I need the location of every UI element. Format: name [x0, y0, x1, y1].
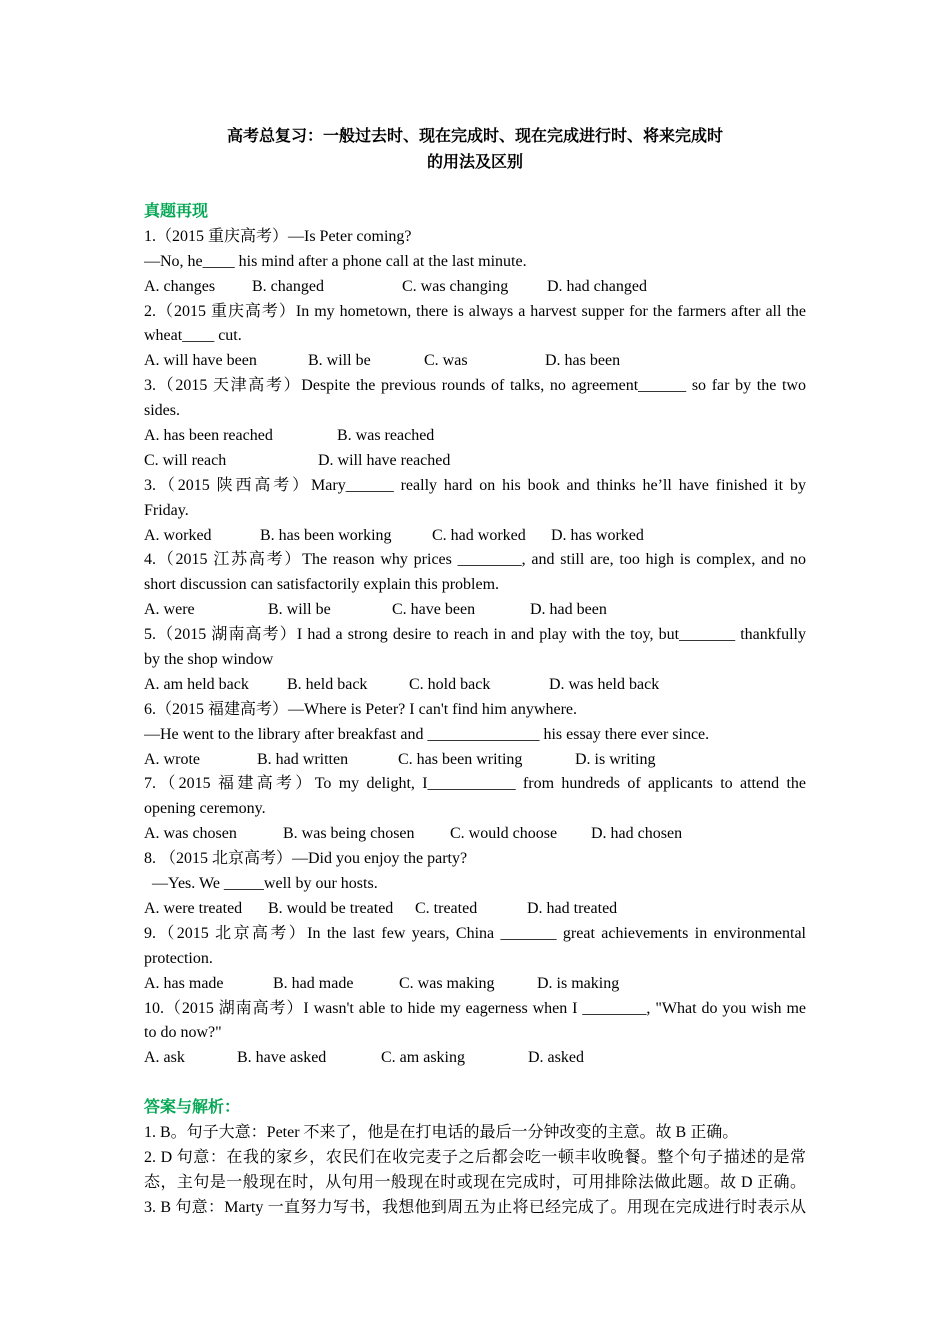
question-3b-stem: 3.（2015 陕西高考）Mary______ really hard on his book and thinks he’ll have finished it by	[144, 476, 806, 494]
question-4-stem: 4.（2015 江苏高考）The reason why prices ________, and still are, too high is complex, and no	[144, 551, 806, 569]
section-heading-questions: 真题再现	[144, 203, 209, 220]
question-3-options-row1	[144, 424, 806, 449]
answer-line: 态，主句是一般现在时，从句用一般现在时或现在完成时，可用排除法做此题。故 D 正确。	[144, 1173, 806, 1191]
option-b: B. changed	[252, 277, 324, 295]
question-6-options	[144, 748, 806, 773]
question-2-options	[144, 349, 806, 374]
option-b: B. had written	[257, 750, 349, 768]
question-7-stem: 7.（2015 福建高考）To my delight, I___________ from hundreds of applicants to attend the	[144, 775, 806, 793]
option-a: A. has been reached	[144, 427, 273, 445]
option-a: A. were treated	[144, 899, 243, 917]
option-a: A. wrote	[144, 750, 200, 768]
question-3-options-row2	[144, 449, 806, 474]
question-2-stem-cont: wheat____ cut.	[144, 327, 242, 345]
question-8-stem: 8. （2015 北京高考）—Did you enjoy the party?	[144, 850, 468, 868]
question-7-options	[144, 822, 806, 847]
question-7-stem-cont: opening ceremony.	[144, 800, 266, 818]
option-d: D. has been	[545, 352, 621, 370]
question-2-stem: 2.（2015 重庆高考）In my hometown, there is always a harvest supper for the farmers after all the	[144, 302, 806, 320]
option-b: B. have asked	[237, 1049, 327, 1067]
option-d: D. will have reached	[318, 451, 451, 469]
option-a: A. was chosen	[144, 825, 237, 843]
question-6-dialogue: —He went to the library after breakfast and ______________ his essay there ever since.	[144, 725, 710, 743]
question-10-options	[144, 1046, 806, 1071]
question-4-options	[144, 598, 806, 623]
option-d: D. had been	[530, 601, 607, 619]
option-d: D. had treated	[527, 899, 618, 917]
option-b: B. will be	[308, 352, 371, 370]
question-1-stem: 1.（2015 重庆高考）—Is Peter coming?	[144, 227, 412, 245]
question-3b-stem-cont: Friday.	[144, 501, 189, 519]
question-1-options	[144, 275, 806, 300]
option-b: B. had made	[273, 974, 354, 992]
question-1-dialogue: —No, he____ his mind after a phone call at the last minute.	[144, 252, 527, 270]
question-10-stem: 10.（2015 湖南高考）I wasn't able to hide my eagerness when I ________, "What do you wish me	[144, 999, 806, 1017]
option-c: C. will reach	[144, 451, 227, 469]
option-d: D. is making	[537, 974, 620, 992]
option-b: B. was being chosen	[283, 825, 415, 843]
option-d: D. had chosen	[591, 825, 683, 843]
option-d: D. asked	[528, 1049, 584, 1067]
option-d: D. is writing	[575, 750, 656, 768]
option-a: A. am held back	[144, 675, 249, 693]
question-4-stem-cont: short discussion can satisfactorily explain this problem.	[144, 576, 500, 594]
question-9-options	[144, 972, 806, 997]
option-c: C. would choose	[450, 825, 558, 843]
question-10-stem-cont: to do now?"	[144, 1024, 222, 1042]
document-title-line2: 的用法及区别	[426, 154, 523, 171]
question-9-stem-cont: protection.	[144, 949, 213, 967]
option-b: B. was reached	[337, 427, 435, 445]
option-c: C. was making	[399, 974, 495, 992]
section-heading-answers: 答案与解析：	[144, 1099, 241, 1117]
option-d: D. was held back	[549, 675, 660, 693]
option-c: C. hold back	[409, 675, 491, 693]
question-3-stem: 3.（2015 天津高考）Despite the previous rounds of talks, no agreement______ so far by the two	[144, 377, 806, 395]
option-c: C. treated	[415, 899, 478, 917]
option-b: B. has been working	[260, 526, 392, 544]
option-d: D. has worked	[551, 526, 644, 544]
option-c: C. has been writing	[398, 750, 523, 768]
section-spacer	[144, 1071, 806, 1096]
option-c: C. had worked	[432, 526, 526, 544]
question-8-options	[144, 897, 806, 922]
option-b: B. would be treated	[268, 899, 394, 917]
question-5-options	[144, 673, 806, 698]
document-title-line1: 高考总复习：一般过去时、现在完成时、现在完成进行时、将来完成时	[226, 128, 723, 145]
option-c: C. was changing	[402, 277, 509, 295]
option-b: B. will be	[268, 601, 331, 619]
option-c: C. have been	[392, 601, 476, 619]
question-3-stem-cont: sides.	[144, 402, 180, 420]
question-8-dialogue: —Yes. We _____well by our hosts.	[144, 875, 378, 893]
question-5-stem-cont: by the shop window	[144, 651, 274, 669]
option-a: A. ask	[144, 1049, 185, 1067]
option-c: C. was	[424, 352, 468, 370]
answer-line: 3. B 句意：Marty 一直努力写书，我想他到周五为止将已经完成了。用现在完成进行时表示从	[144, 1198, 806, 1216]
option-a: A. were	[144, 601, 195, 619]
option-a: A. will have been	[144, 352, 257, 370]
option-d: D. had changed	[547, 277, 647, 295]
question-3b-options	[144, 524, 806, 549]
option-c: C. am asking	[381, 1049, 465, 1067]
option-b: B. held back	[287, 675, 368, 693]
document-body	[144, 200, 806, 1221]
option-a: A. changes	[144, 277, 216, 295]
option-a: A. worked	[144, 526, 212, 544]
question-6-stem: 6.（2015 福建高考）—Where is Peter? I can't find him anywhere.	[144, 700, 577, 718]
question-9-stem: 9.（2015 北京高考）In the last few years, China _______ great achievements in environmental	[144, 924, 806, 942]
option-a: A. has made	[144, 974, 224, 992]
answer-line: 2. D 句意：在我的家乡，农民们在收完麦子之后都会吃一顿丰收晚餐。整个句子描述的是常	[144, 1148, 806, 1166]
answer-line: 1. B。句子大意：Peter 不来了，他是在打电话的最后一分钟改变的主意。故 B 正确。	[144, 1123, 739, 1141]
question-5-stem: 5.（2015 湖南高考）I had a strong desire to reach in and play with the toy, but_______ thankfully	[144, 626, 806, 644]
